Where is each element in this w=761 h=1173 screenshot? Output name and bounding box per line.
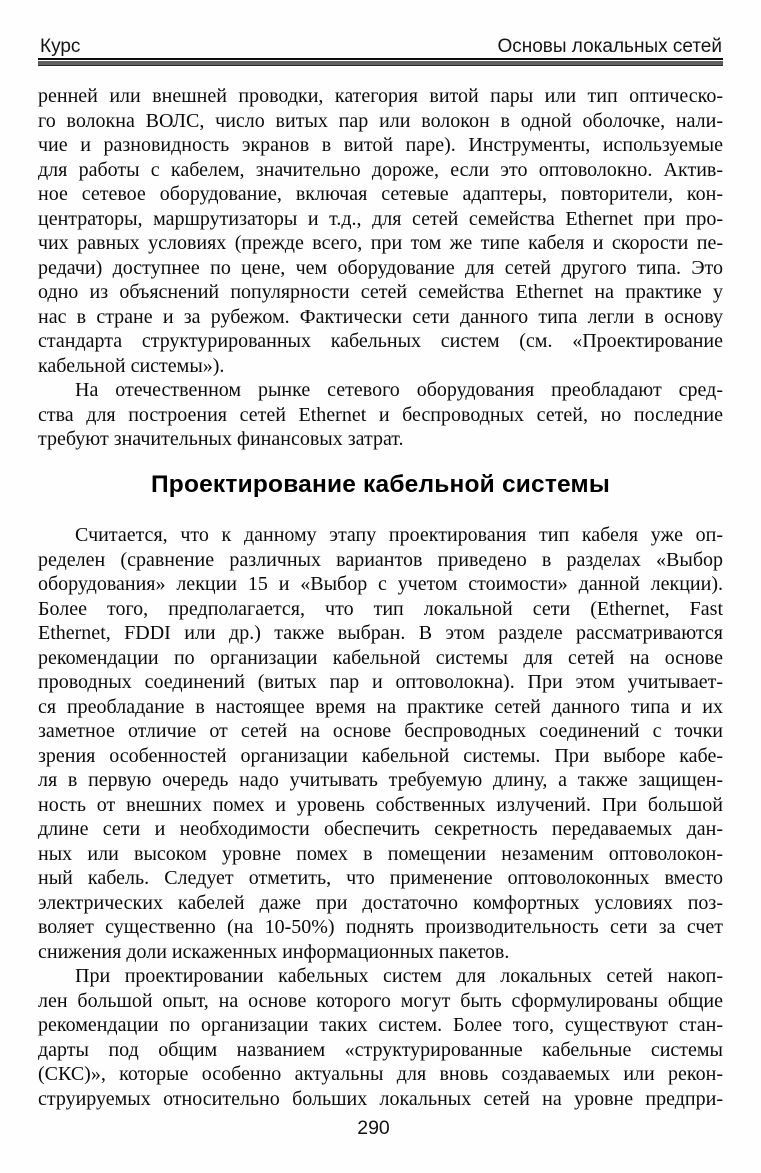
text-line: (СКС)», которые особенно актуальны для вновь создаваемых или рекон- bbox=[38, 1063, 723, 1085]
running-header bbox=[40, 36, 722, 58]
text-line: струируемых относительно больших локальных сетей на уровне предпри- bbox=[38, 1087, 723, 1110]
text-line: длине сети и необходимости обеспечить секретность передаваемых дан- bbox=[38, 818, 723, 840]
paragraph bbox=[38, 964, 723, 1111]
text-line: ся преобладание в настоящее время на практике сетей данного типа и их bbox=[38, 695, 723, 718]
text-line: ное сетевое оборудование, включая сетевые адаптеры, повторители, кон- bbox=[38, 183, 723, 205]
text-line: Считается, что к данному этапу проектирования тип кабеля уже оп- bbox=[75, 524, 723, 546]
header-rule bbox=[38, 58, 723, 66]
header-rule-thick-line bbox=[38, 61, 723, 66]
text-line: Ethernet, FDDI или др.) также выбран. В этом разделе рассматриваются bbox=[38, 622, 723, 644]
text-line: одно из объяснений популярности сетей семейства Ethernet на практике у bbox=[38, 281, 723, 303]
page-footer bbox=[0, 1117, 747, 1140]
text-line: ный кабель. Следует отметить, что применение оптоволоконных вместо bbox=[38, 867, 723, 889]
paragraph bbox=[38, 84, 723, 378]
text-line: электрических кабелей даже при достаточно комфортных условиях поз- bbox=[38, 891, 723, 914]
text-line: требуют значительных финансовых затрат. bbox=[38, 428, 404, 450]
text-line: снижения доли искаженных информационных пакетов. bbox=[38, 940, 510, 963]
paragraph bbox=[38, 378, 723, 452]
text-line: чие и разновидность экранов в витой паре). Инструменты, используемые bbox=[38, 134, 723, 156]
text-line: проводных соединений (витых пар и оптоволокна). При этом учитывает- bbox=[38, 671, 723, 693]
text-line: центраторы, маршрутизаторы и т.д., для сетей семейства Ethernet при про- bbox=[38, 207, 723, 230]
text-line: нас в стране и за рубежом. Фактически сети данного типа легли в основу bbox=[38, 305, 723, 328]
text-line: ренней или внешней проводки, категория витой пары или тип оптическо- bbox=[38, 85, 723, 107]
text-line: го волокна ВОЛС, число витых пар или волокон в одной оболочке, нали- bbox=[38, 109, 723, 132]
section-heading: Проектирование кабельной системы bbox=[150, 470, 611, 498]
header-right-label: Основы локальных сетей bbox=[497, 36, 722, 57]
text-line: ля в первую очередь надо учитывать требуемую длину, а также защищен- bbox=[38, 769, 723, 791]
text-line: ных или высоком уровне помех в помещении незаменим оптоволокон- bbox=[38, 842, 723, 865]
text-line: воляет существенно (на 10-50%) поднять производительность сети за счет bbox=[38, 916, 723, 938]
text-line: стандарта структурированных кабельных систем (см. «Проектирование bbox=[38, 330, 723, 352]
text-line: ределен (сравнение различных вариантов приведено в разделах «Выбор bbox=[38, 548, 723, 571]
text-line: На отечественном рынке сетевого оборудования преобладают сред- bbox=[75, 379, 723, 401]
text-line: дарты под общим названием «структурированные кабельные системы bbox=[38, 1038, 723, 1061]
text-line: редачи) доступнее по цене, чем оборудование для сетей другого типа. Это bbox=[38, 256, 723, 279]
text-line: для работы с кабелем, значительно дороже, если это оптоволокно. Актив- bbox=[38, 158, 723, 181]
text-line: лен большой опыт, на основе которого могут быть сформулированы общие bbox=[38, 989, 723, 1012]
page-number: 290 bbox=[357, 1117, 390, 1139]
text-line: рекомендации по организации кабельной системы для сетей на основе bbox=[38, 646, 723, 669]
text-line: чих равных условиях (прежде всего, при том же типе кабеля и скорости пе- bbox=[38, 232, 723, 254]
text-line: ность от внешних помех и уровень собственных излучений. При большой bbox=[38, 793, 723, 816]
text-line: зрения особенностей организации кабельной системы. При выборе кабе- bbox=[38, 744, 723, 767]
paragraph bbox=[38, 523, 723, 964]
text-line: рекомендации по организации таких систем. Более того, существуют стан- bbox=[38, 1014, 723, 1036]
text-line: При проектировании кабельных систем для локальных сетей накоп- bbox=[75, 965, 723, 987]
page-body bbox=[38, 84, 723, 1111]
header-left-label: Курс bbox=[40, 36, 81, 57]
text-line: кабельной системы»). bbox=[38, 354, 225, 377]
text-line: ства для построения сетей Ethernet и беспроводных сетей, но последние bbox=[38, 403, 723, 426]
text-line: оборудования» лекции 15 и «Выбор с учетом стоимости» данной лекции). bbox=[38, 573, 723, 595]
text-line: заметное отличие от сетей на основе беспроводных соединений с точки bbox=[38, 720, 723, 742]
text-line: Более того, предполагается, что тип локальной сети (Ethernet, Fast bbox=[38, 597, 723, 620]
